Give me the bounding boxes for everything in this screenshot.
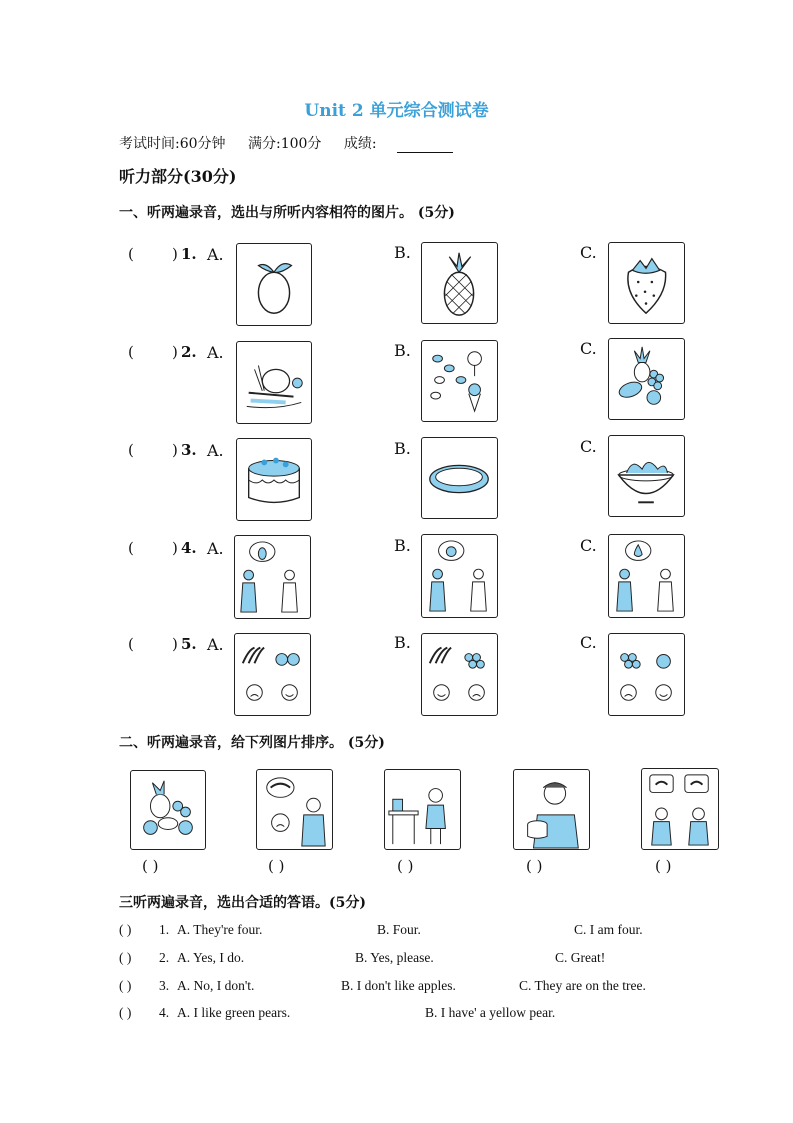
people-dialog-pineapple-icon (235, 536, 310, 618)
option-b-label: B. (394, 536, 411, 555)
answer-paren-open: ( (128, 441, 134, 459)
option-image-pineapple[interactable] (421, 242, 498, 324)
option-a: A. No, I don't. (177, 978, 255, 993)
page-title: Unit 2 单元综合测试卷 (304, 101, 489, 121)
option-image-banana-orange[interactable] (234, 633, 311, 716)
boy-with-cake-icon (514, 770, 589, 849)
option-b: B. Yes, please. (355, 950, 434, 965)
option-a-label: A. (207, 245, 224, 264)
option-image-banana-grape[interactable] (421, 633, 498, 716)
question-number: 3. (181, 441, 197, 459)
answer-paren-close: ) (172, 343, 178, 361)
option-b: B. I have' a yellow pear. (425, 1005, 556, 1020)
question-number: 1. (159, 922, 170, 937)
question-row (119, 922, 719, 942)
option-image-mango[interactable] (236, 243, 312, 326)
pineapple-icon (422, 243, 497, 323)
option-a-label: A. (207, 343, 224, 362)
option-c-label: C. (580, 339, 597, 358)
option-c: C. They are on the tree. (519, 978, 646, 993)
question-number: 2. (181, 343, 197, 361)
part3-heading: 三听两遍录音，选出合适的答语。(5分) (119, 895, 366, 911)
score-label: 成绩: (343, 136, 377, 152)
mango-icon (237, 244, 311, 325)
grape-apple-faces-icon (609, 634, 684, 715)
answer-paren-open: ( (128, 343, 134, 361)
candy-icon (422, 341, 497, 421)
option-a-label: A. (207, 441, 224, 460)
answer-paren[interactable]: ( ) (119, 950, 132, 965)
sad-boy-thinking-icon (257, 770, 332, 849)
banana-grape-faces-icon (422, 634, 497, 715)
answer-paren[interactable]: ( ) (119, 978, 132, 993)
salad-icon (609, 436, 684, 516)
option-image-vegetables[interactable] (236, 341, 312, 424)
cake-icon (237, 439, 311, 520)
question-number: 3. (159, 978, 170, 993)
option-image-salad[interactable] (608, 435, 685, 517)
option-image-pineapple-dialog[interactable] (234, 535, 311, 619)
answer-paren-open: ( (128, 539, 134, 557)
people-dialog-apple-icon (422, 535, 497, 617)
option-image-pie[interactable] (421, 437, 498, 519)
sequence-image-girl-table[interactable] (384, 769, 461, 850)
answer-paren-open: ( (128, 245, 134, 263)
option-image-pear-dialog[interactable] (608, 534, 685, 618)
option-a-label: A. (207, 635, 224, 654)
sequence-answer-paren[interactable]: ( ) (526, 857, 543, 875)
option-b-label: B. (394, 341, 411, 360)
girl-at-table-icon (385, 770, 460, 849)
fruit-pile-icon (131, 771, 205, 849)
sequence-image-two-kids[interactable] (641, 768, 719, 850)
sequence-answer-paren[interactable]: ( ) (655, 857, 672, 875)
question-row (119, 1005, 719, 1025)
option-image-cake[interactable] (236, 438, 312, 521)
part2-heading: 二、听两遍录音，给下列图片排序。 (5分) (119, 735, 385, 751)
option-image-sweets[interactable] (421, 340, 498, 422)
option-a: A. Yes, I do. (177, 950, 245, 965)
answer-paren-close: ) (172, 635, 178, 653)
banana-orange-faces-icon (235, 634, 310, 715)
sequence-answer-paren[interactable]: ( ) (397, 857, 414, 875)
option-c-label: C. (580, 536, 597, 555)
answer-paren[interactable]: ( ) (119, 1005, 132, 1020)
people-dialog-pear-icon (609, 535, 684, 617)
listening-heading: 听力部分(30分) (119, 167, 237, 186)
answer-paren-close: ) (172, 441, 178, 459)
option-image-grape-apple[interactable] (608, 633, 685, 716)
option-c-label: C. (580, 243, 597, 262)
sequence-image-fruits[interactable] (130, 770, 206, 850)
question-number: 4. (159, 1005, 170, 1020)
option-c: C. I am four. (574, 922, 643, 937)
vegetables-icon (237, 342, 311, 423)
option-b: B. I don't like apples. (341, 978, 456, 993)
two-kids-talking-icon (642, 769, 718, 849)
answer-paren-close: ) (172, 539, 178, 557)
question-number: 4. (181, 539, 197, 557)
option-a: A. They're four. (177, 922, 263, 937)
answer-paren[interactable]: ( ) (119, 922, 132, 937)
option-c-label: C. (580, 437, 597, 456)
sequence-image-boy-cake[interactable] (513, 769, 590, 850)
option-c: C. Great! (555, 950, 606, 965)
option-image-fruits[interactable] (608, 338, 685, 420)
option-a: A. I like green pears. (177, 1005, 291, 1020)
sequence-image-sad-boy[interactable] (256, 769, 333, 850)
option-image-apple-dialog[interactable] (421, 534, 498, 618)
option-b-label: B. (394, 439, 411, 458)
question-number: 1. (181, 245, 197, 263)
score-blank[interactable] (397, 138, 453, 153)
question-number: 2. (159, 950, 170, 965)
option-c-label: C. (580, 633, 597, 652)
full-score: 满分:100分 (247, 136, 322, 152)
option-b-label: B. (394, 243, 411, 262)
option-b-label: B. (394, 633, 411, 652)
option-image-strawberry[interactable] (608, 242, 685, 324)
fruit-bowl-icon (609, 339, 684, 419)
answer-paren-open: ( (128, 635, 134, 653)
question-number: 5. (181, 635, 197, 653)
exam-info (119, 133, 471, 153)
pie-icon (422, 438, 497, 518)
exam-time: 考试时间:60分钟 (119, 136, 226, 152)
answer-paren-close: ) (172, 245, 178, 263)
sequence-answer-paren[interactable]: ( ) (142, 857, 159, 875)
strawberry-icon (609, 243, 684, 323)
option-a-label: A. (207, 539, 224, 558)
part1-heading: 一、听两遍录音，选出与所听内容相符的图片。 (5分) (119, 205, 455, 221)
question-row (119, 978, 719, 998)
sequence-answer-paren[interactable]: ( ) (268, 857, 285, 875)
option-b: B. Four. (377, 922, 421, 937)
question-row (119, 950, 719, 970)
